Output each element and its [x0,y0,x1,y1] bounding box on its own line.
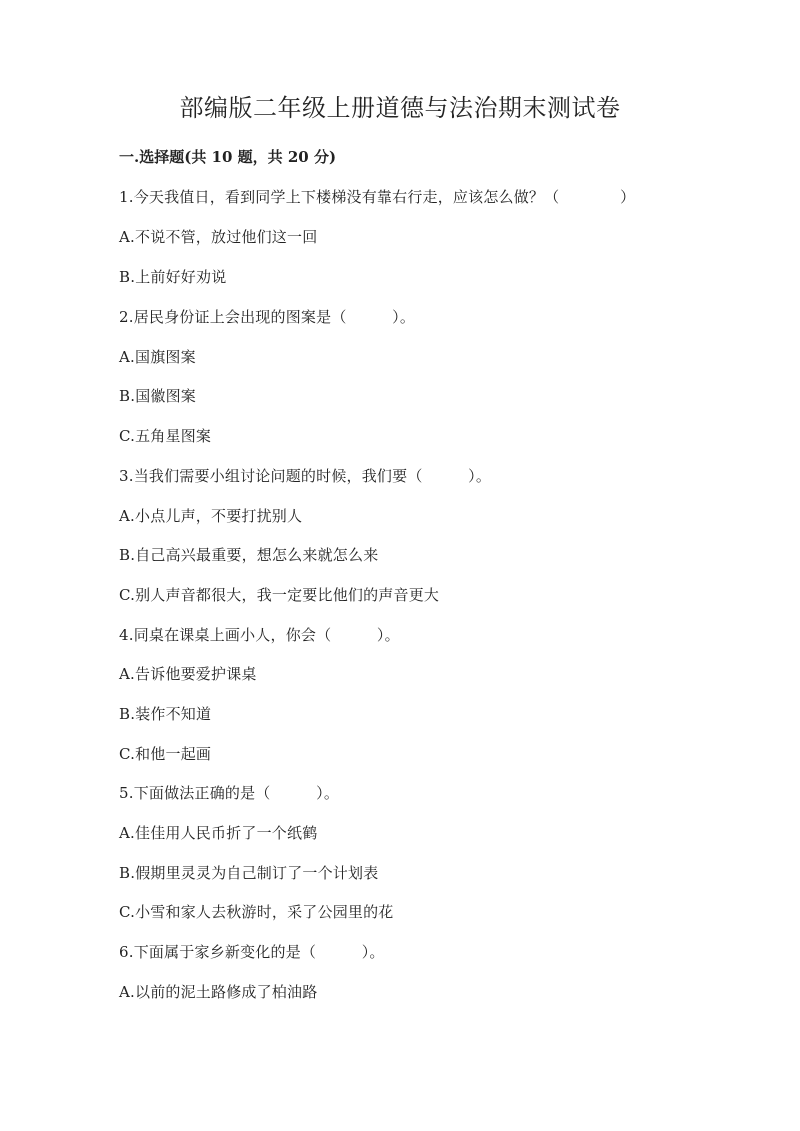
question-5-text: 5.下面做法正确的是（ ）。 [119,784,340,802]
question-3-option-b: B.自己高兴最重要，想怎么来就怎么来 [119,546,379,564]
question-1-text: 1.今天我值日，看到同学上下楼梯没有靠右行走，应该怎么做？（ ） [119,188,636,206]
question-3-option-a: A.小点儿声，不要打扰别人 [119,507,303,525]
section-heading: 一.选择题(共 10 题，共 20 分) [119,148,337,166]
question-3-text: 3.当我们需要小组讨论问题的时候，我们要（ ）。 [119,467,492,485]
question-2-option-c: C.五角星图案 [119,427,212,445]
question-4-option-a: A.告诉他要爱护课桌 [119,665,257,683]
question-2-option-b: B.国徽图案 [119,387,196,405]
question-2-option-a: A.国旗图案 [119,348,196,366]
question-1-option-a: A.不说不管，放过他们这一回 [119,228,318,246]
exam-title: 部编版二年级上册道德与法治期末测试卷 [179,94,621,122]
question-6-text: 6.下面属于家乡新变化的是（ ）。 [119,943,385,961]
question-2-text: 2.居民身份证上会出现的图案是（ ）。 [119,308,416,326]
question-1-option-b: B.上前好好劝说 [119,268,227,286]
question-5-option-a: A.佳佳用人民币折了一个纸鹤 [119,824,318,842]
question-4-option-c: C.和他一起画 [119,745,212,763]
question-4-option-b: B.装作不知道 [119,705,212,723]
question-5-option-b: B.假期里灵灵为自己制订了一个计划表 [119,864,379,882]
question-5-option-c: C.小雪和家人去秋游时，采了公园里的花 [119,903,394,921]
question-3-option-c: C.别人声音都很大，我一定要比他们的声音更大 [119,586,440,604]
question-6-option-a: A.以前的泥土路修成了柏油路 [119,983,318,1001]
question-4-text: 4.同桌在课桌上画小人，你会（ ）。 [119,626,400,644]
